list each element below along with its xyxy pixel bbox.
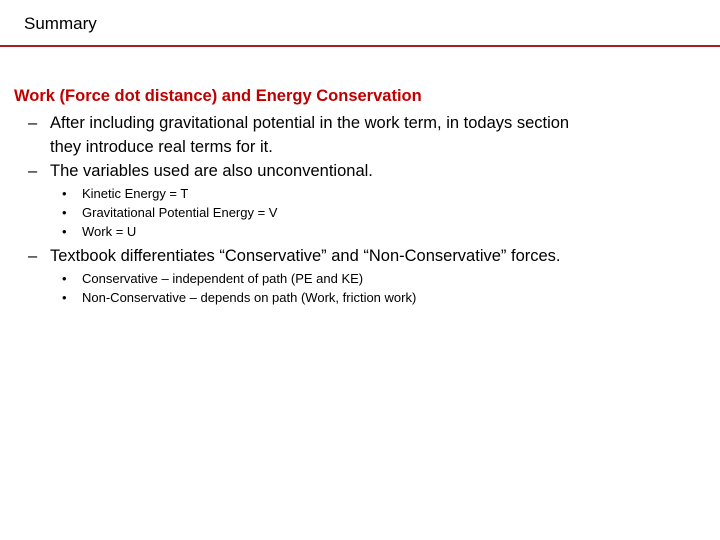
sub-point	[50, 269, 704, 288]
slide-title: Summary	[24, 14, 97, 33]
sub-point-text: Conservative – independent of path (PE and KE)	[82, 271, 364, 286]
main-point-list	[14, 111, 704, 307]
dash-bullet: –	[28, 162, 38, 180]
sub-point-text: Non-Conservative – depends on path (Work, friction work)	[82, 290, 417, 305]
sub-point-list	[50, 184, 704, 241]
sub-point	[50, 288, 704, 307]
main-point	[14, 111, 704, 159]
sub-point-list	[50, 269, 704, 307]
title-divider	[0, 45, 720, 47]
sub-point-text: Work = U	[82, 224, 137, 239]
dash-bullet: –	[28, 247, 38, 265]
dot-bullet: •	[62, 224, 67, 239]
main-point-text: After including gravitational potential in the work term, in todays section they introduce real terms for it.	[50, 114, 570, 156]
sub-point-text: Kinetic Energy = T	[82, 186, 189, 201]
sub-point	[50, 203, 704, 222]
dot-bullet: •	[62, 271, 67, 286]
dot-bullet: •	[62, 186, 67, 201]
slide-body	[14, 85, 704, 310]
dot-bullet: •	[62, 290, 67, 305]
main-point	[14, 159, 704, 241]
sub-point-text: Gravitational Potential Energy = V	[82, 205, 278, 220]
dash-bullet: –	[28, 114, 38, 132]
dot-bullet: •	[62, 205, 67, 220]
sub-point	[50, 184, 704, 203]
section-heading: Work (Force dot distance) and Energy Conservation	[14, 87, 422, 105]
main-point-text: The variables used are also unconventional.	[50, 162, 373, 180]
main-point-text: Textbook differentiates “Conservative” and “Non-Conservative” forces.	[50, 247, 561, 265]
sub-point	[50, 222, 704, 241]
main-point	[14, 244, 704, 307]
